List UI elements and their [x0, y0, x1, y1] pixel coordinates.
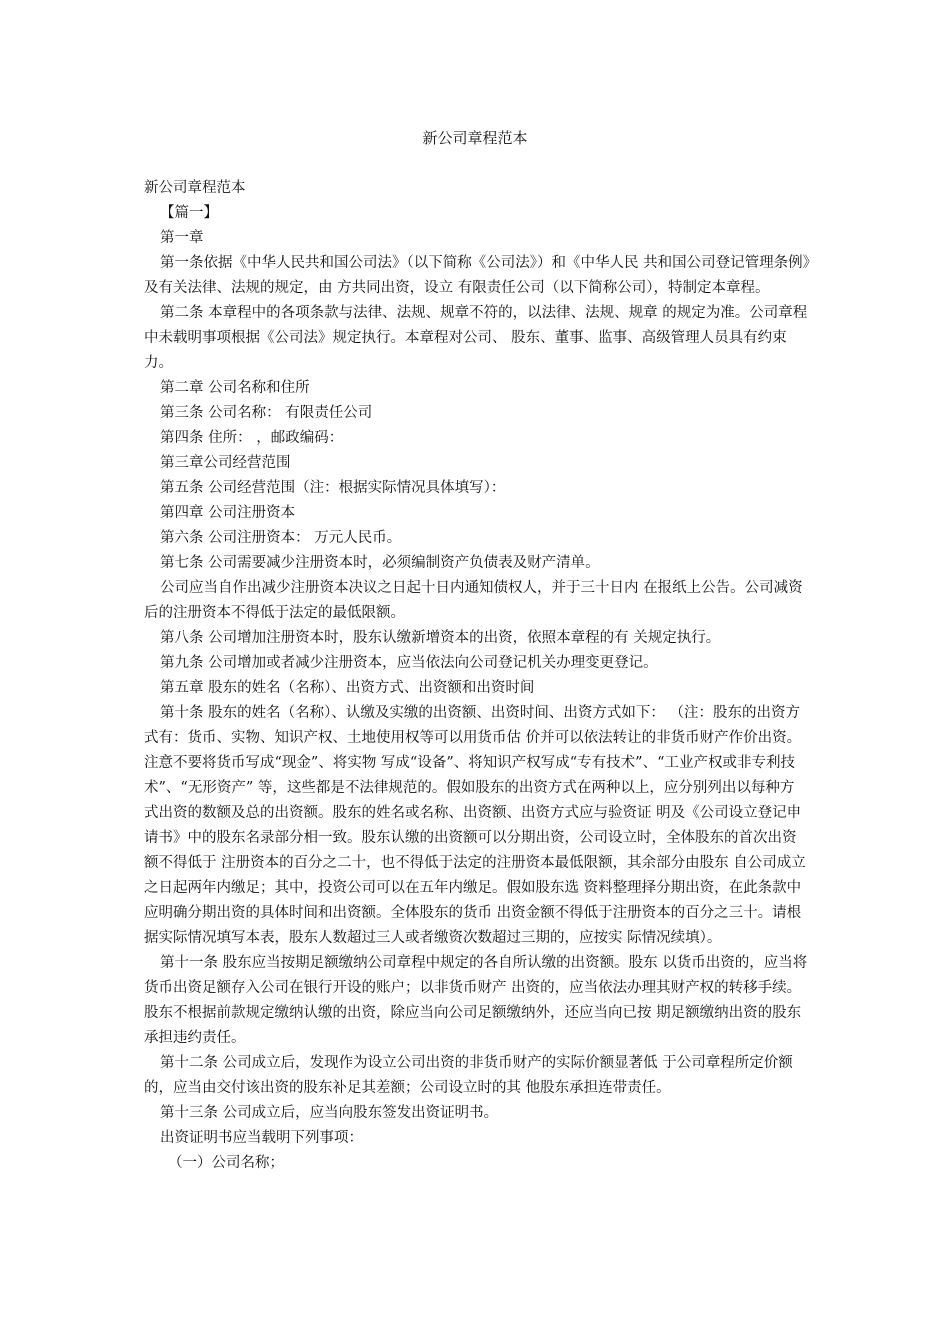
- article-paragraph: 第三条 公司名称： 有限责任公司: [160, 405, 373, 421]
- chapter-heading: 第二章 公司名称和住所: [160, 380, 310, 396]
- article-paragraph: 第十三条 公司成立后，应当向股东签发出资证明书。: [160, 1105, 499, 1121]
- article-paragraph: 第十一条 股东应当按期足额缴纳公司章程中规定的各自所认缴的出资额。股东 以货币出资的，应当将货币出资足额存入公司在银行开设的账户；以非货币财产 出资的，应当依法办理其财产权的转移手续。 股东不根据前款规定缴纳认缴的出资，除应当向公司足额缴纳外，还应当向已按 期足额缴纳出资的股东承担违约责任。: [144, 955, 808, 1046]
- article-paragraph: 公司应当自作出减少注册资本决议之日起十日内通知债权人，并于三十日内 在报纸上公告。公司减资后的注册资本不得低于法定的最低限额。: [144, 580, 803, 621]
- article-paragraph: 第五条 公司经营范围（注：根据实际情况具体填写）：: [160, 480, 506, 496]
- list-item: （一）公司名称；: [168, 1155, 284, 1171]
- chapter-heading: 第四章 公司注册资本: [160, 505, 296, 521]
- article-paragraph: 第七条 公司需要减少注册资本时，必须编制资产负债表及财产清单。: [160, 555, 600, 571]
- article-paragraph: 第一条依据《中华人民共和国公司法》（以下简称《公司法》）和《中华人民 共和国公司登记管理条例》及有关法律、法规的规定，由 方共同出资，设立 有限责任公司（以下简称公司），特制定本章程。: [144, 255, 810, 296]
- article-paragraph: 第二条 本章程中的各项条款与法律、法规、规章不符的，以法律、法规、规章 的规定为准。公司章程中未载明事项根据《公司法》规定执行。本章程对公司、 股东、董事、监事、高级管理人员具有约束力。: [144, 305, 808, 371]
- heading-subtitle: 新公司章程范本: [144, 180, 246, 196]
- chapter-heading: 第三章公司经营范围: [160, 455, 291, 471]
- document-body: [144, 176, 810, 1176]
- article-paragraph: 第九条 公司增加或者减少注册资本，应当依法向公司登记机关办理变更登记。: [160, 655, 658, 671]
- article-paragraph: 第六条 公司注册资本： 万元人民币。: [160, 530, 402, 546]
- article-paragraph: 第十二条 公司成立后，发现作为设立公司出资的非货币财产的实际价额显著低 于公司章程所定价额的，应当由交付该出资的股东补足其差额；公司设立时的其 他股东承担连带责任。: [144, 1055, 793, 1096]
- article-paragraph: 第十条 股东的姓名（名称）、认缴及实缴的出资额、出资时间、出资方式如下： （注：股东的出资方式有：货币、实物、知识产权、土地使用权等可以用货币估 价并可以依法转让的非货币财产作价出资。注意不要将货币写成“现金”、将实物 写成“设备”、将知识产权写成“专有技术”、“工业产权或非专利技术”、“无形资产” 等，这些都是不法律规范的。假如股东的出资方式在两种以上，应分别列出以每种方 式出资的数额及总的出资额。股东的姓名或名称、出资额、出资方式应与验资证 明及《公司设立登记申请书》中的股东名录部分相一致。股东认缴的出资额可以分期出资，公司设立时，全体股东的首次出资额不得低于 注册资本的百分之二十，也不得低于法定的注册资本最低限额，其余部分由股东 自公司成立之日起两年内缴足；其中，投资公司可以在五年内缴足。假如股东选 资料整理择分期出资，在此条款中应明确分期出资的具体时间和出资额。全体股东的货币 出资金额不得低于注册资本的百分之三十。请根据实际情况填写本表，股东人数超过三人或者缴资次数超过三期的，应按实 际情况续填）。: [144, 705, 806, 946]
- article-paragraph: 出资证明书应当载明下列事项：: [160, 1130, 363, 1146]
- section-label: 【篇一】: [160, 205, 218, 221]
- article-paragraph: 第四条 住所： ，邮政编码：: [160, 430, 344, 446]
- chapter-heading: 第五章 股东的姓名（名称）、出资方式、出资额和出资时间: [160, 680, 535, 696]
- article-paragraph: 第八条 公司增加注册资本时，股东认缴新增资本的出资，依照本章程的有 关规定执行。: [160, 630, 721, 646]
- document-title: 新公司章程范本: [422, 129, 528, 147]
- chapter-heading: 第一章: [160, 230, 204, 246]
